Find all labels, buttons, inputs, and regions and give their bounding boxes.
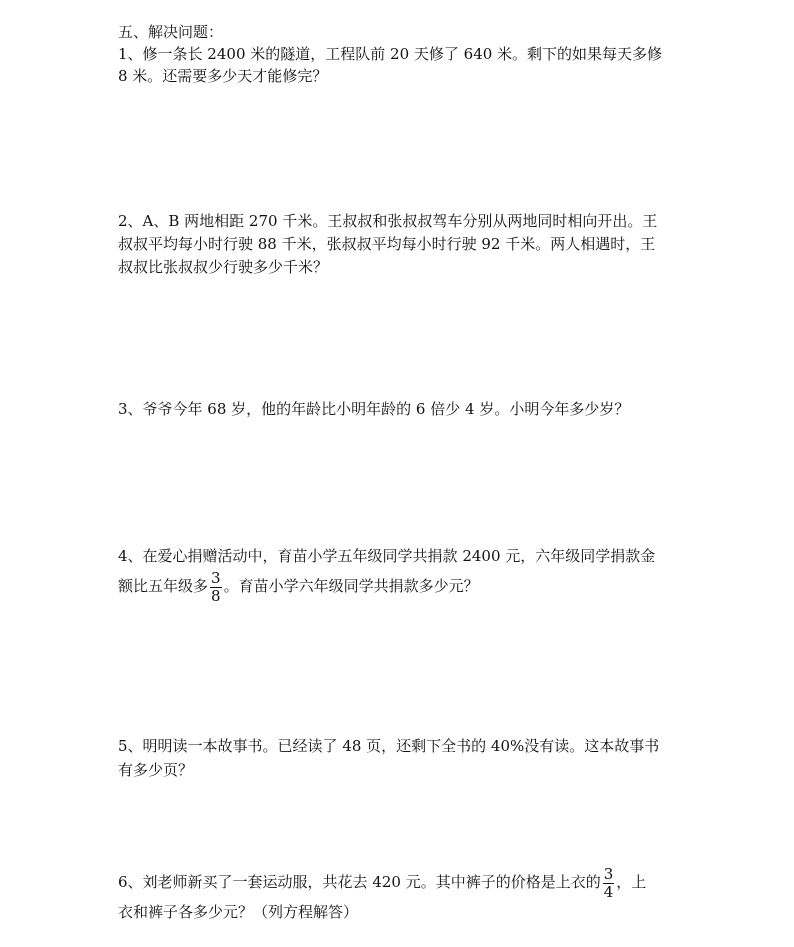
question-6-line-1-pre: 6、刘老师新买了一套运动服，共花去 420 元。其中裤子的价格是上衣的: [118, 873, 601, 891]
question-2-line-3: 叔叔比张叔叔少行驶多少千米？: [118, 258, 329, 276]
question-1-line-2: 8 米。还需要多少天才能修完？: [118, 67, 328, 85]
fraction-three-quarters: [603, 866, 615, 901]
question-6-line-1-post: ，上: [616, 873, 647, 891]
question-1-line-1: 1、修一条长 2400 米的隧道，工程队前 20 天修了 640 米。剩下的如果每天多修: [118, 45, 663, 63]
section-title: 五、解决问题：: [118, 23, 224, 41]
question-5-line-1: 5、明明读一本故事书。已经读了 48 页，还剩下全书的 40%没有读。这本故事书: [118, 737, 660, 755]
question-6-line-2: 衣和裤子各多少元？（列方程解答）: [118, 903, 359, 921]
question-4-line-1: 4、在爱心捐赠活动中，育苗小学五年级同学共捐款 2400 元，六年级同学捐款金: [118, 547, 656, 565]
fraction-denominator: 4: [603, 882, 614, 901]
question-3-line-1: 3、爷爷今年 68 岁，他的年龄比小明年龄的 6 倍少 4 岁。小明今年多少岁？: [118, 400, 630, 418]
question-2-line-2: 叔叔平均每小时行驶 88 千米，张叔叔平均每小时行驶 92 千米。两人相遇时，王: [118, 235, 656, 253]
question-4-line-2: [118, 566, 479, 606]
fraction-numerator: 3: [603, 864, 614, 883]
fraction-numerator: 3: [211, 568, 221, 587]
fraction-three-eighths: [210, 570, 222, 605]
question-4-line-2-pre: 额比五年级多: [118, 577, 209, 595]
question-5-line-2: 有多少页？: [118, 761, 194, 779]
question-6-line-1: [118, 862, 646, 902]
fraction-denominator: 8: [211, 586, 221, 605]
question-2-line-1: 2、A、B 两地相距 270 千米。王叔叔和张叔叔驾车分别从两地同时相向开出。王: [118, 212, 658, 230]
question-4-line-2-post: 。育苗小学六年级同学共捐款多少元？: [223, 577, 479, 595]
